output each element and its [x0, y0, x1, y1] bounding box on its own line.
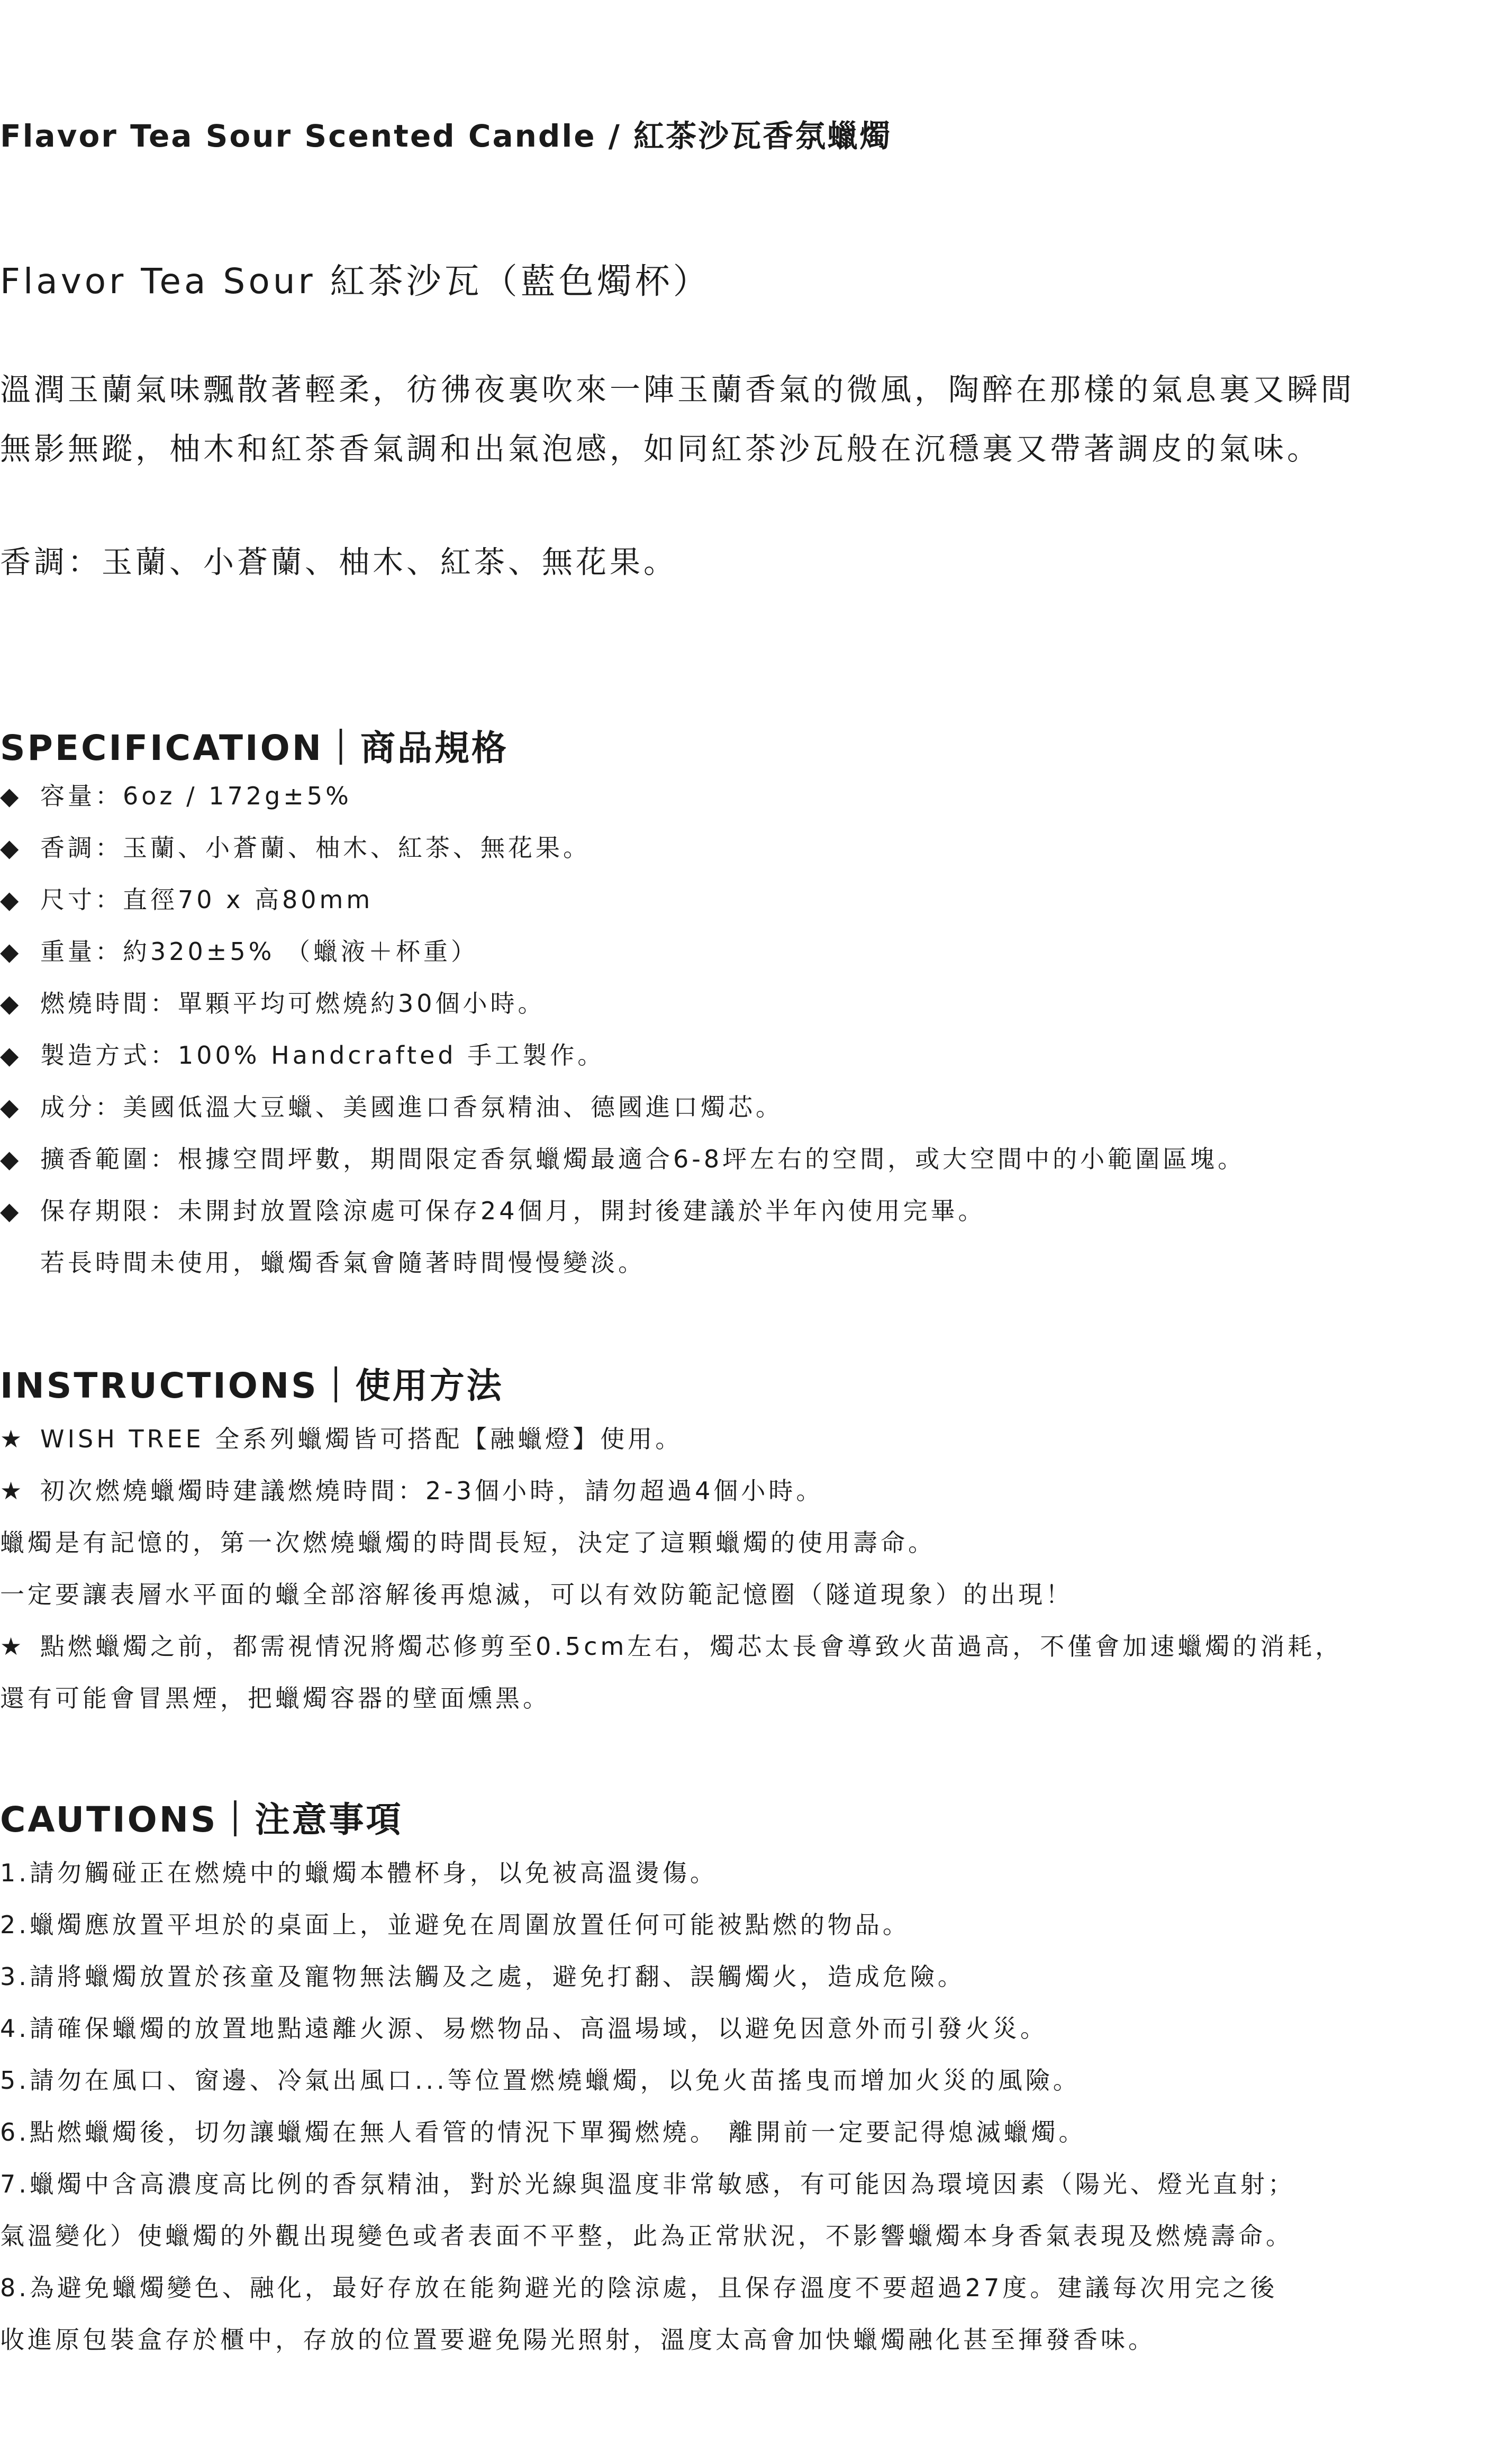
spec-item [0, 822, 1245, 874]
spec-item-text: 容量：6oz / 172g±5% [40, 782, 352, 810]
diamond-bullet-icon: ◆ [0, 782, 22, 810]
spec-item-continuation: 若長時間未使用，蠟燭香氣會隨著時間慢慢變淡。 [40, 1248, 646, 1277]
description-line: 溫潤玉蘭氣味飄散著輕柔，彷彿夜裏吹來一陣玉蘭香氣的微風，陶醉在那樣的氣息裏又瞬間 [0, 372, 1355, 407]
spec-item [0, 1081, 1245, 1133]
spec-item-text: 成分：美國低溫大豆蠟、美國進口香氛精油、德國進口燭芯。 [40, 1093, 783, 1121]
spec-item [0, 977, 1245, 1029]
diamond-bullet-icon: ◆ [0, 885, 22, 914]
caution-line: 1.請勿觸碰正在燃燒中的蠟燭本體杯身，以免被高溫燙傷。 [0, 1859, 718, 1887]
instruction-text: WISH TREE 全系列蠟燭皆可搭配【融蠟燈】使用。 [40, 1425, 683, 1453]
caution-line: 收進原包裝盒存於櫃中，存放的位置要避免陽光照射，溫度太高會加快蠟燭融化甚至揮發香味。 [0, 2325, 1156, 2354]
diamond-bullet-icon: ◆ [0, 937, 22, 966]
instruction-continuation: 蠟燭是有記憶的，第一次燃燒蠟燭的時間長短，決定了這顆蠟燭的使用壽命。 [0, 1528, 936, 1557]
instruction-text: 點燃蠟燭之前，都需視情況將燭芯修剪至0.5cm左右，燭芯太長會導致火苗過高，不僅會加速蠟燭的消耗， [40, 1632, 1343, 1661]
caution-line: 5.請勿在風口、窗邊、冷氣出風口...等位置燃燒蠟燭，以免火苗搖曳而增加火災的風險。 [0, 2066, 1081, 2095]
spec-item [0, 1185, 1245, 1237]
specification-heading: SPECIFICATION｜商品規格 [0, 728, 509, 768]
caution-line: 8.為避免蠟燭變色、融化，最好存放在能夠避光的陰涼處，且保存溫度不要超過27度。建議每次用完之後 [0, 2273, 1278, 2302]
instruction-continuation: 還有可能會冒黑煙，把蠟燭容器的壁面燻黑。 [0, 1684, 550, 1713]
caution-line: 6.點燃蠟燭後，切勿讓蠟燭在無人看管的情況下單獨燃燒。 離開前一定要記得熄滅蠟燭。 [0, 2118, 1086, 2146]
specification-list [0, 770, 1245, 1289]
caution-line: 氣溫變化）使蠟燭的外觀出現變色或者表面不平整，此為正常狀況，不影響蠟燭本身香氣表現及燃燒壽命。 [0, 2222, 1293, 2250]
cautions-heading: CAUTIONS｜注意事項 [0, 1799, 403, 1840]
spec-item [0, 926, 1245, 977]
product-description [0, 360, 1487, 478]
instruction-continuation: 一定要讓表層水平面的蠟全部溶解後再熄滅，可以有效防範記憶圈（隧道現象）的出現！ [0, 1580, 1073, 1609]
diamond-bullet-icon: ◆ [0, 1197, 22, 1225]
spec-item [0, 874, 1245, 926]
star-bullet-icon: ★ [0, 1632, 25, 1661]
spec-item-text: 尺寸：直徑70 x 高80mm [40, 885, 374, 914]
caution-line: 3.請將蠟燭放置於孩童及寵物無法觸及之處，避免打翻、誤觸燭火，造成危險。 [0, 1962, 965, 1991]
diamond-bullet-icon: ◆ [0, 989, 22, 1018]
instructions-list [0, 1413, 1343, 1724]
spec-item-text: 擴香範圍：根據空間坪數，期間限定香氛蠟燭最適合6-8坪左右的空間，或大空間中的小範圍區塊。 [40, 1145, 1246, 1173]
instructions-heading: INSTRUCTIONS｜使用方法 [0, 1365, 504, 1406]
cautions-list [0, 1847, 1295, 2366]
instruction-item [0, 1620, 1343, 1672]
spec-item-text: 重量：約320±5% （蠟液＋杯重） [40, 937, 478, 966]
caution-line: 2.蠟燭應放置平坦於的桌面上，並避免在周圍放置任何可能被點燃的物品。 [0, 1910, 910, 1939]
caution-line: 4.請確保蠟燭的放置地點遠離火源、易燃物品、高溫場域，以避免因意外而引發火災。 [0, 2014, 1048, 2043]
diamond-bullet-icon: ◆ [0, 1145, 22, 1173]
spec-item [0, 1133, 1245, 1185]
description-line: 無影無蹤，柚木和紅茶香氣調和出氣泡感，如同紅茶沙瓦般在沉穩裏又帶著調皮的氣味。 [0, 431, 1321, 467]
instruction-item [0, 1413, 1343, 1465]
spec-item-text: 香調：玉蘭、小蒼蘭、柚木、紅茶、無花果。 [40, 834, 591, 862]
diamond-bullet-icon: ◆ [0, 834, 22, 862]
scent-notes: 香調：玉蘭、小蒼蘭、柚木、紅茶、無花果。 [0, 544, 678, 580]
diamond-bullet-icon: ◆ [0, 1041, 22, 1070]
spec-item [0, 770, 1245, 822]
spec-item-text: 製造方式：100% Handcrafted 手工製作。 [40, 1041, 605, 1070]
caution-line: 7.蠟燭中含高濃度高比例的香氛精油，對於光線與溫度非常敏感，有可能因為環境因素（陽光、燈光直射； [0, 2170, 1295, 2198]
product-title: Flavor Tea Sour Scented Candle / 紅茶沙瓦香氛蠟燭 [0, 118, 892, 154]
spec-item-text: 保存期限：未開封放置陰涼處可保存24個月，開封後建議於半年內使用完畢。 [40, 1197, 986, 1225]
product-subtitle: Flavor Tea Sour 紅茶沙瓦（藍色燭杯） [0, 261, 711, 302]
instruction-text: 初次燃燒蠟燭時建議燃燒時間：2-3個小時，請勿超過4個小時。 [40, 1476, 824, 1505]
spec-item-text: 燃燒時間：單顆平均可燃燒約30個小時。 [40, 989, 546, 1018]
spec-item [0, 1029, 1245, 1081]
star-bullet-icon: ★ [0, 1425, 25, 1453]
instruction-item [0, 1465, 1343, 1517]
diamond-bullet-icon: ◆ [0, 1093, 22, 1121]
star-bullet-icon: ★ [0, 1476, 25, 1505]
